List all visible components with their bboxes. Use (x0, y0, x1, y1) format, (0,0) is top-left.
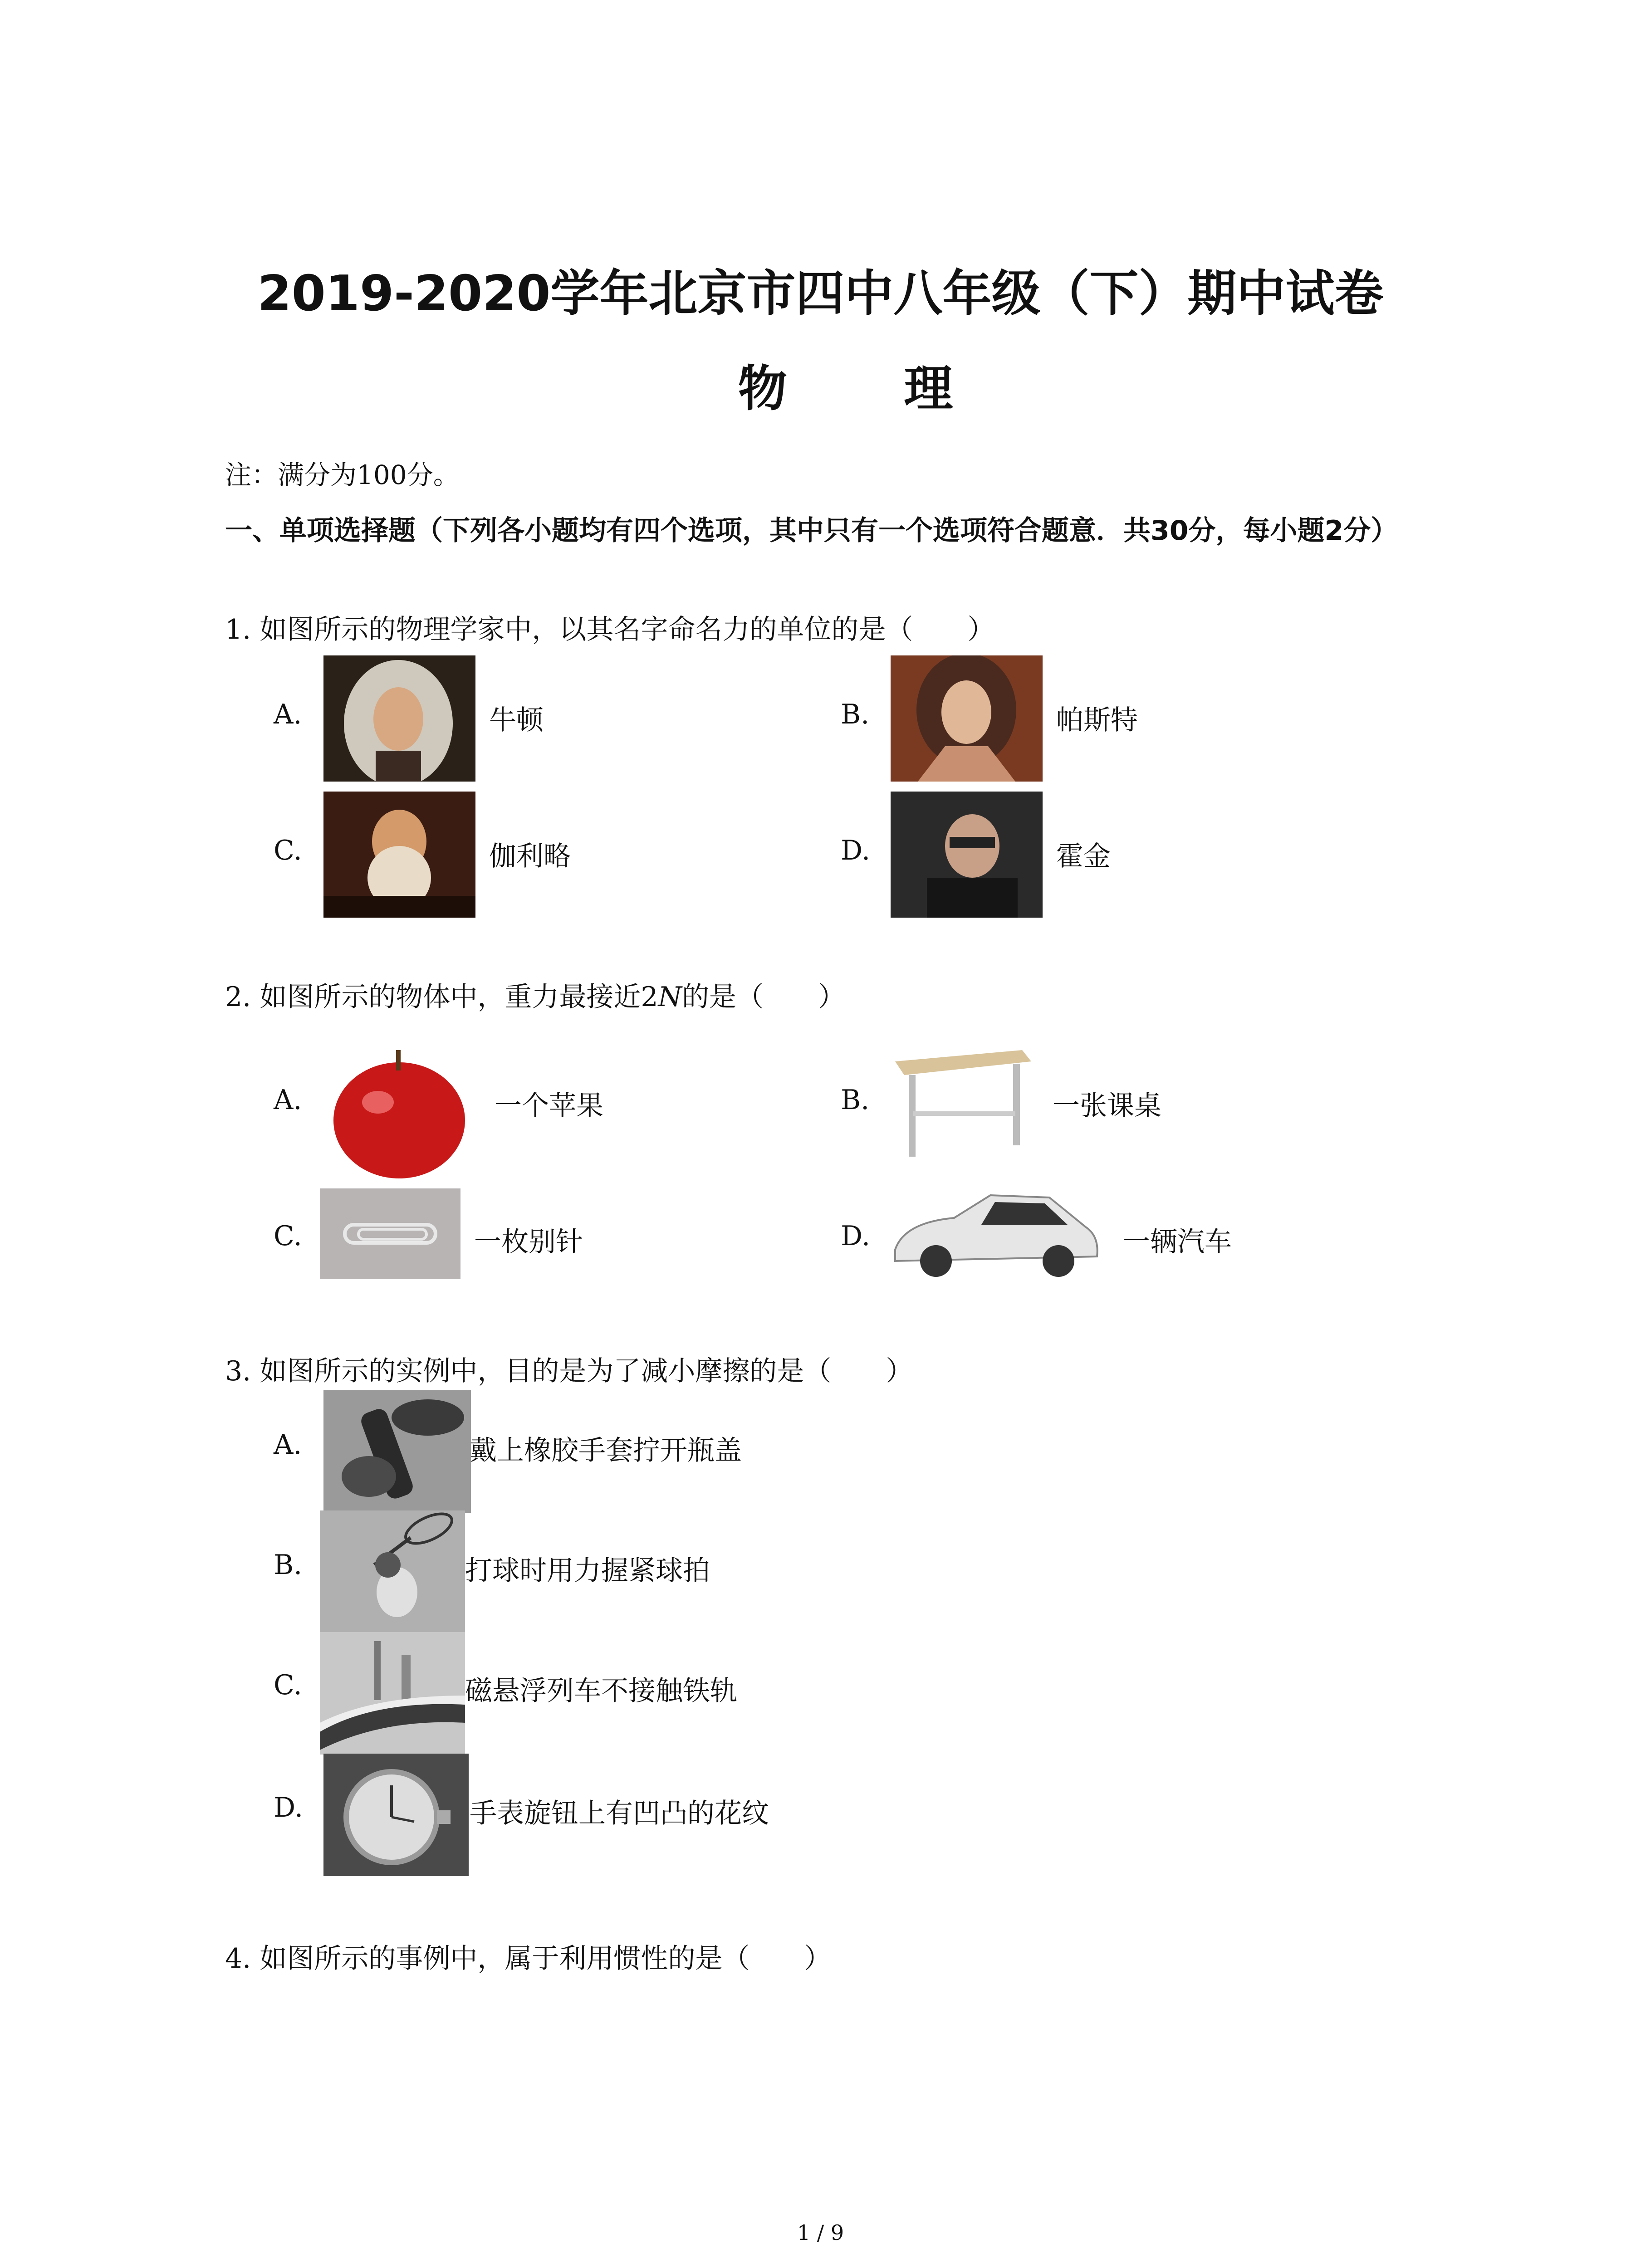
tennis-player-icon (320, 1510, 465, 1633)
galileo-portrait-icon (323, 792, 475, 918)
q3-option-d-text: 手表旋钮上有凹凸的花纹 (470, 1798, 769, 1829)
apple-icon (323, 1039, 475, 1184)
q2-option-c-text: 一枚别针 (474, 1226, 583, 1258)
q1-option-c-text: 伽利略 (489, 841, 571, 872)
newton-portrait-icon (323, 655, 475, 782)
q2-option-a-letter: A. (274, 1084, 302, 1116)
car-icon (886, 1182, 1104, 1290)
q1-option-a-letter: A. (274, 699, 302, 730)
page-number: 1 / 9 (797, 2220, 844, 2245)
q3-option-c-text: 磁悬浮列车不接触铁轨 (465, 1675, 737, 1707)
question-2-unit: N (658, 981, 682, 1013)
hawking-portrait-icon (891, 792, 1043, 918)
q2-option-d-text: 一辆汽车 (1123, 1226, 1232, 1258)
gloved-hand-bottle-icon (323, 1390, 471, 1513)
pascal-portrait-icon (891, 655, 1043, 782)
question-1-stem: 1. 如图所示的物理学家中，以其名字命名力的单位的是（ ） (225, 614, 995, 645)
question-4-stem: 4. 如图所示的事例中，属于利用惯性的是（ ） (225, 1943, 832, 1975)
q3-option-d-letter: D. (274, 1792, 304, 1823)
wristwatch-icon (323, 1754, 469, 1876)
exam-title: 2019-2020学年北京市四中八年级（下）期中试卷 (257, 265, 1384, 322)
q1-option-b-text: 帕斯特 (1056, 704, 1138, 736)
q2-option-b-text: 一张课桌 (1053, 1090, 1161, 1122)
q1-option-d-letter: D. (841, 835, 871, 866)
desk-icon (891, 1043, 1036, 1161)
q1-option-b-letter: B. (841, 699, 870, 730)
maglev-train-icon (320, 1632, 465, 1755)
q1-option-a-text: 牛顿 (489, 704, 544, 736)
q2-option-d-letter: D. (841, 1220, 871, 1252)
paperclip-icon (320, 1188, 460, 1279)
q3-option-c-letter: C. (274, 1669, 302, 1701)
question-2-stem-pre: 2. 如图所示的物体中，重力最接近2 (225, 981, 658, 1013)
q2-option-b-letter: B. (841, 1084, 870, 1116)
subject-title: 物 理 (738, 361, 1003, 417)
question-3-stem: 3. 如图所示的实例中，目的是为了减小摩擦的是（ ） (225, 1355, 913, 1387)
q1-option-d-text: 霍金 (1056, 841, 1111, 872)
q3-option-a-text: 戴上橡胶手套拧开瓶盖 (470, 1435, 742, 1466)
q2-option-a-text: 一个苹果 (495, 1090, 603, 1122)
q3-option-b-text: 打球时用力握紧球拍 (465, 1555, 710, 1587)
q3-option-a-letter: A. (274, 1429, 302, 1461)
score-note: 注：满分为100分。 (225, 459, 460, 490)
section-heading: 一、单项选择题（下列各小题均有四个选项，其中只有一个选项符合题意．共30分，每小题2分） (225, 515, 1398, 547)
q2-option-c-letter: C. (274, 1220, 302, 1252)
question-2-stem (225, 975, 845, 1014)
question-2-stem-post: 的是（ ） (682, 981, 845, 1013)
q1-option-c-letter: C. (274, 835, 302, 866)
q3-option-b-letter: B. (274, 1549, 303, 1581)
